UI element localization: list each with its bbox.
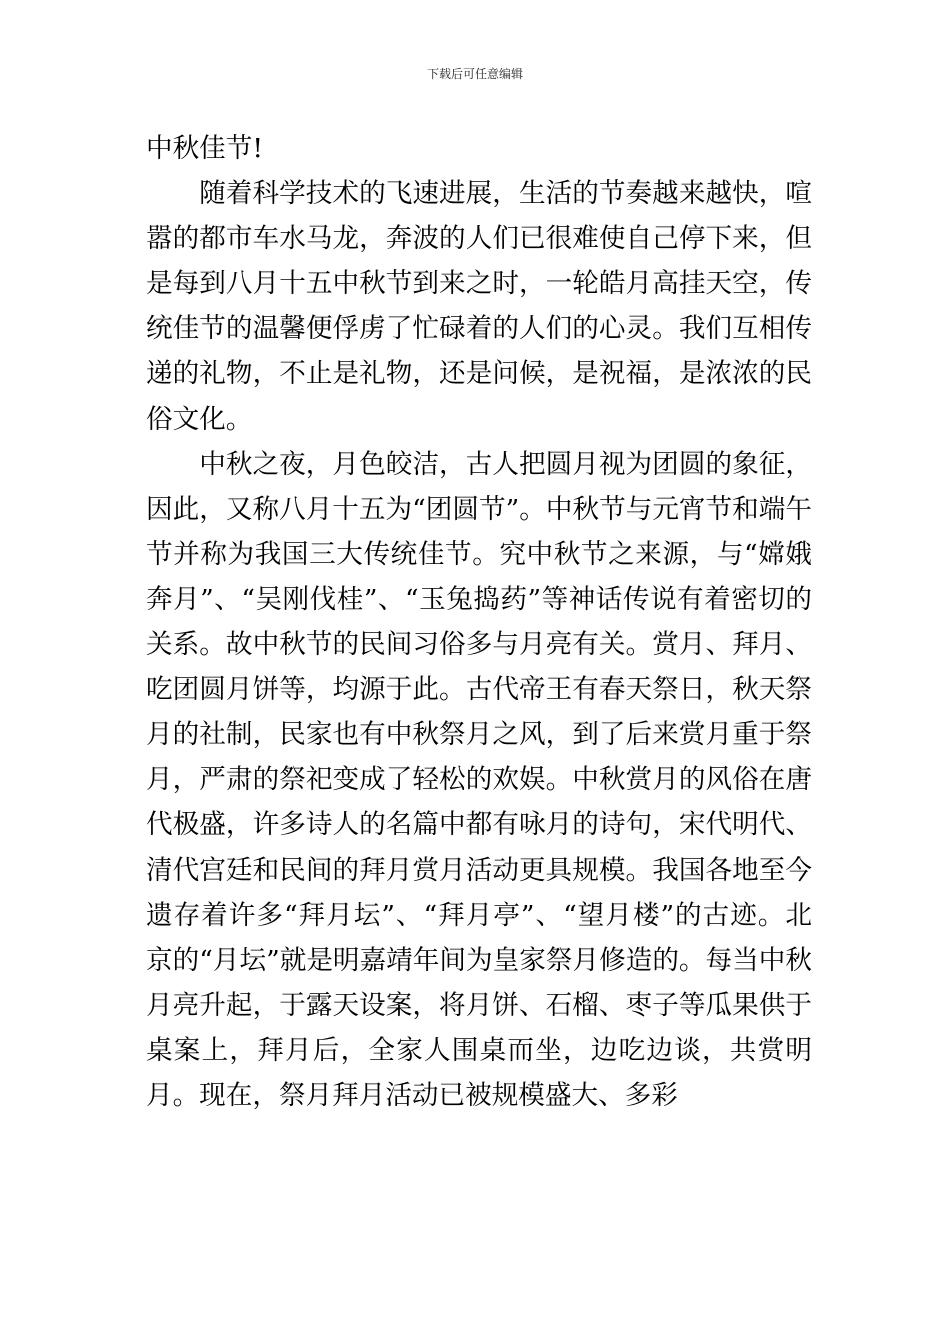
page-header-note: 下载后可任意编辑: [426, 67, 523, 81]
paragraph-greeting: 中秋佳节!: [146, 133, 264, 164]
paragraph-modern-life: 随着科学技术的飞速进展，生活的节奏越来越快，喧嚣的都市车水马龙，奔波的人们已很难使自己停下来，但是每到八月十五中秋节到来之时，一轮皓月高挂天空，传统佳节的温馨便俘虏了忙碌着的人们的心灵。我们互相传递的礼物，不止是礼物，还是问候，是祝福，是浓浓的民俗文化。: [146, 178, 812, 435]
paragraph-mid-autumn-history: 中秋之夜，月色皎洁，古人把圆月视为团圆的象征，因此，又称八月十五为“团圆节”。中秋节与元宵节和端午节并称为我国三大传统佳节。究中秋节之来源，与“嫦娥奔月”、“吴刚伐桂”、“玉兔捣药”等神话传说有着密切的关系。故中秋节的民间习俗多与月亮有关。赏月、拜月、吃团圆月饼等，均源于此。古代帝王有春天祭日，秋天祭月的社制，民家也有中秋祭月之风，到了后来赏月重于祭月，严肃的祭祀变成了轻松的欢娱。中秋赏月的风俗在唐代极盛，许多诗人的名篇中都有咏月的诗句，宋代明代、清代宫廷和民间的拜月赏月活动更具规模。我国各地至今遗存着许多“拜月坛”、“拜月亭”、“望月楼”的古迹。北京的“月坛”就是明嘉靖年间为皇家祭月修造的。每当中秋月亮升起，于露天设案，将月饼、石榴、枣子等瓜果供于桌案上，拜月后，全家人围桌而坐，边吃边谈，共赏明月。现在，祭月拜月活动已被规模盛大、多彩: [146, 448, 812, 1111]
document-body: [146, 126, 812, 1118]
